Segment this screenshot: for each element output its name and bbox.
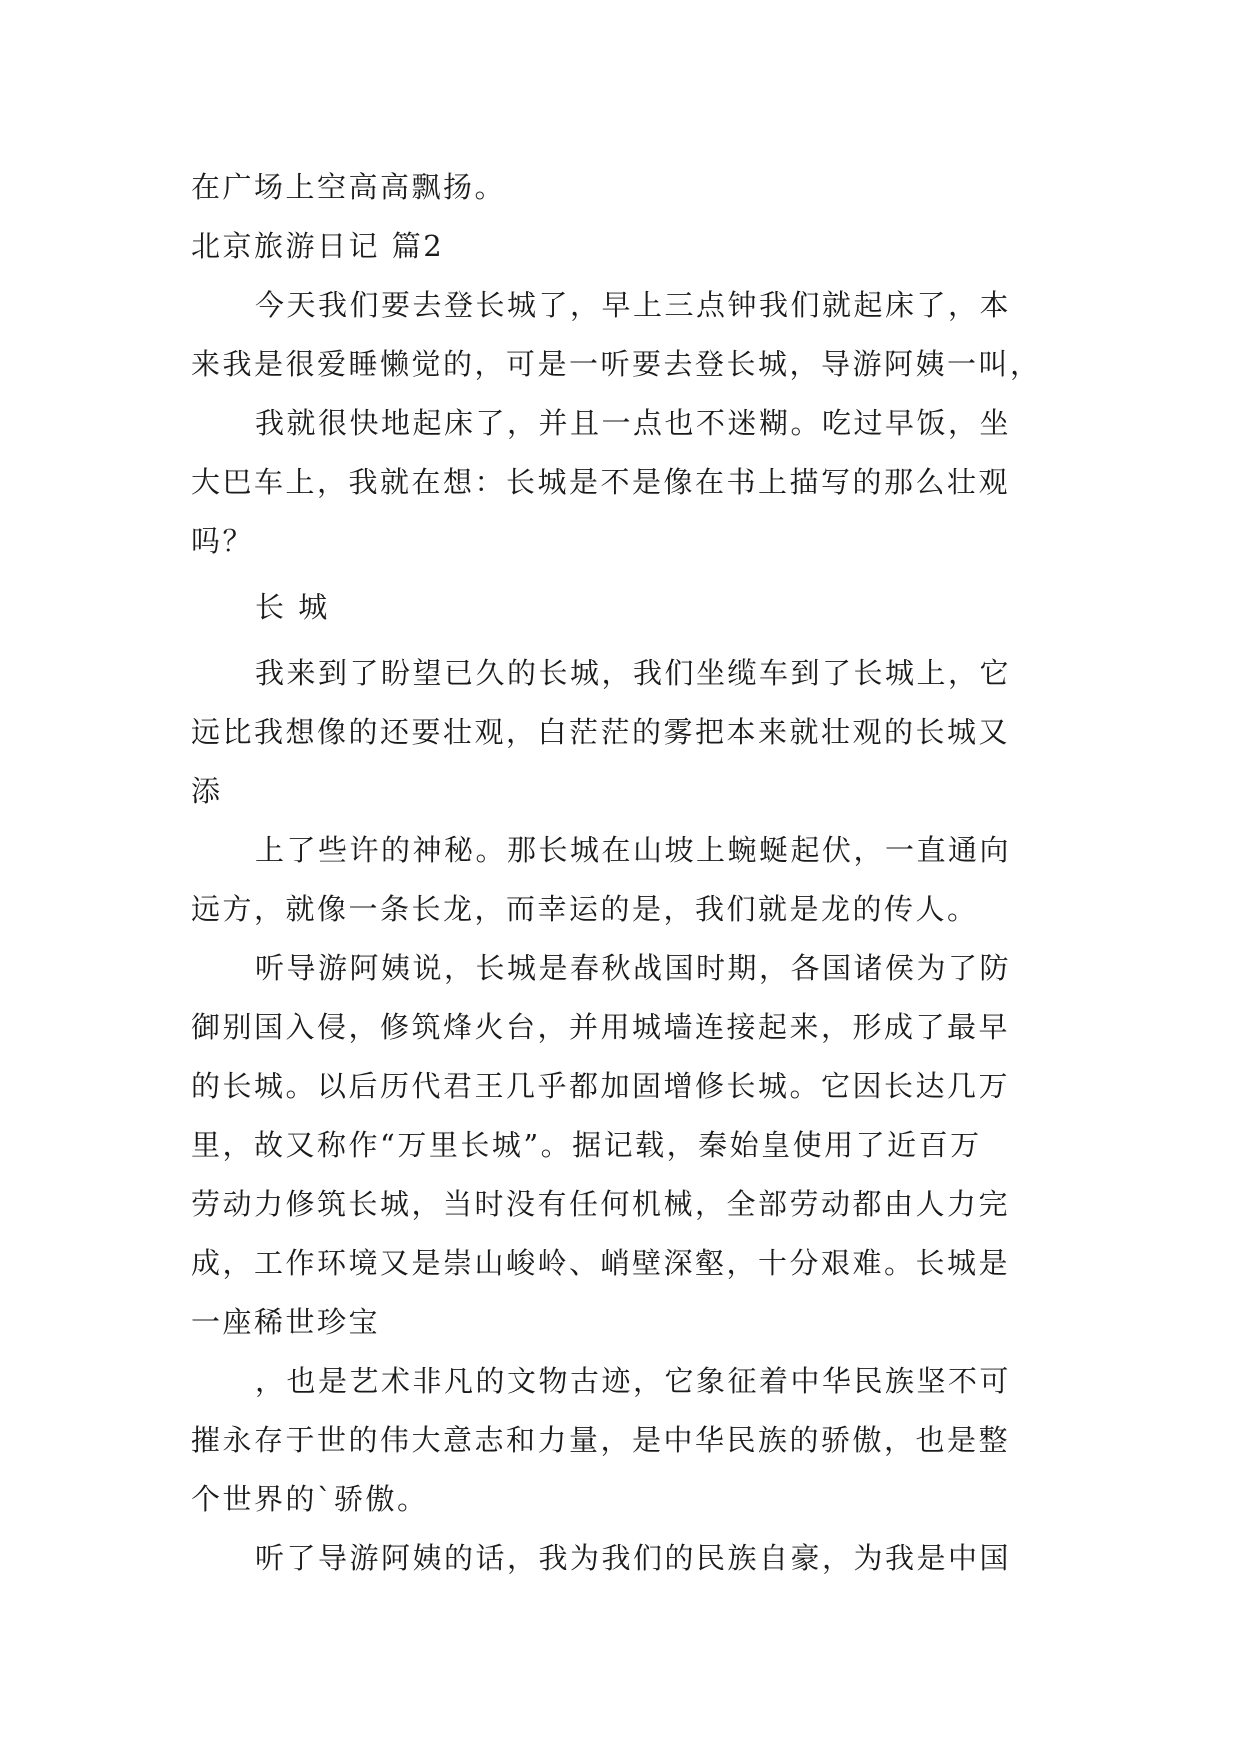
document-body (191, 158, 1061, 1588)
section-heading: 北京旅游日记 篇2 (191, 229, 445, 263)
text-line: 在广场上空高高飘扬。 (191, 170, 507, 204)
text-line: 远比我想像的还要壮观，白茫茫的雾把本来就壮观的长城又 (191, 715, 1011, 749)
text-line: 我就很快地起床了，并且一点也不迷糊。吃过早饭，坐 (255, 406, 1012, 440)
text-line: 里，故又称作“万里长城”。据记载，秦始皇使用了近百万 (191, 1128, 982, 1162)
text-line: 添 (191, 774, 223, 808)
text-line: 个世界的`骄傲。 (191, 1482, 429, 1516)
text-line: 听导游阿姨说，长城是春秋战国时期，各国诸侯为了防 (255, 951, 1012, 985)
text-line: 一座稀世珍宝 (191, 1305, 381, 1339)
text-line: 远方，就像一条长龙，而幸运的是，我们就是龙的传人。 (191, 892, 979, 926)
text-line: 劳动力修筑长城，当时没有任何机械，全部劳动都由人力完 (191, 1187, 1011, 1221)
text-line: 大巴车上，我就在想：长城是不是像在书上描写的那么壮观 (191, 465, 1011, 499)
text-line: 听了导游阿姨的话，我为我们的民族自豪，为我是中国 (255, 1541, 1012, 1575)
text-line: 御别国入侵，修筑烽火台，并用城墙连接起来，形成了最早 (191, 1010, 1011, 1044)
text-line: 我来到了盼望已久的长城，我们坐缆车到了长城上，它 (255, 656, 1012, 690)
text-line: 的长城。以后历代君王几乎都加固增修长城。它因长达几万 (191, 1069, 1011, 1103)
text-line: 今天我们要去登长城了，早上三点钟我们就起床了，本 (255, 288, 1012, 322)
text-line: 上了些许的神秘。那长城在山坡上蜿蜒起伏，一直通向 (255, 833, 1012, 867)
text-line: 来我是很爱睡懒觉的，可是一听要去登长城，导游阿姨一叫， (191, 347, 1042, 381)
text-line: 吗？ (191, 524, 255, 558)
subheading: 长 城 (255, 590, 330, 624)
text-line: 摧永存于世的伟大意志和力量，是中华民族的骄傲，也是整 (191, 1423, 1011, 1457)
text-line: ，也是艺术非凡的文物古迹，它象征着中华民族坚不可 (255, 1364, 1012, 1398)
text-line: 成，工作环境又是崇山峻岭、峭壁深壑，十分艰难。长城是 (191, 1246, 1011, 1280)
